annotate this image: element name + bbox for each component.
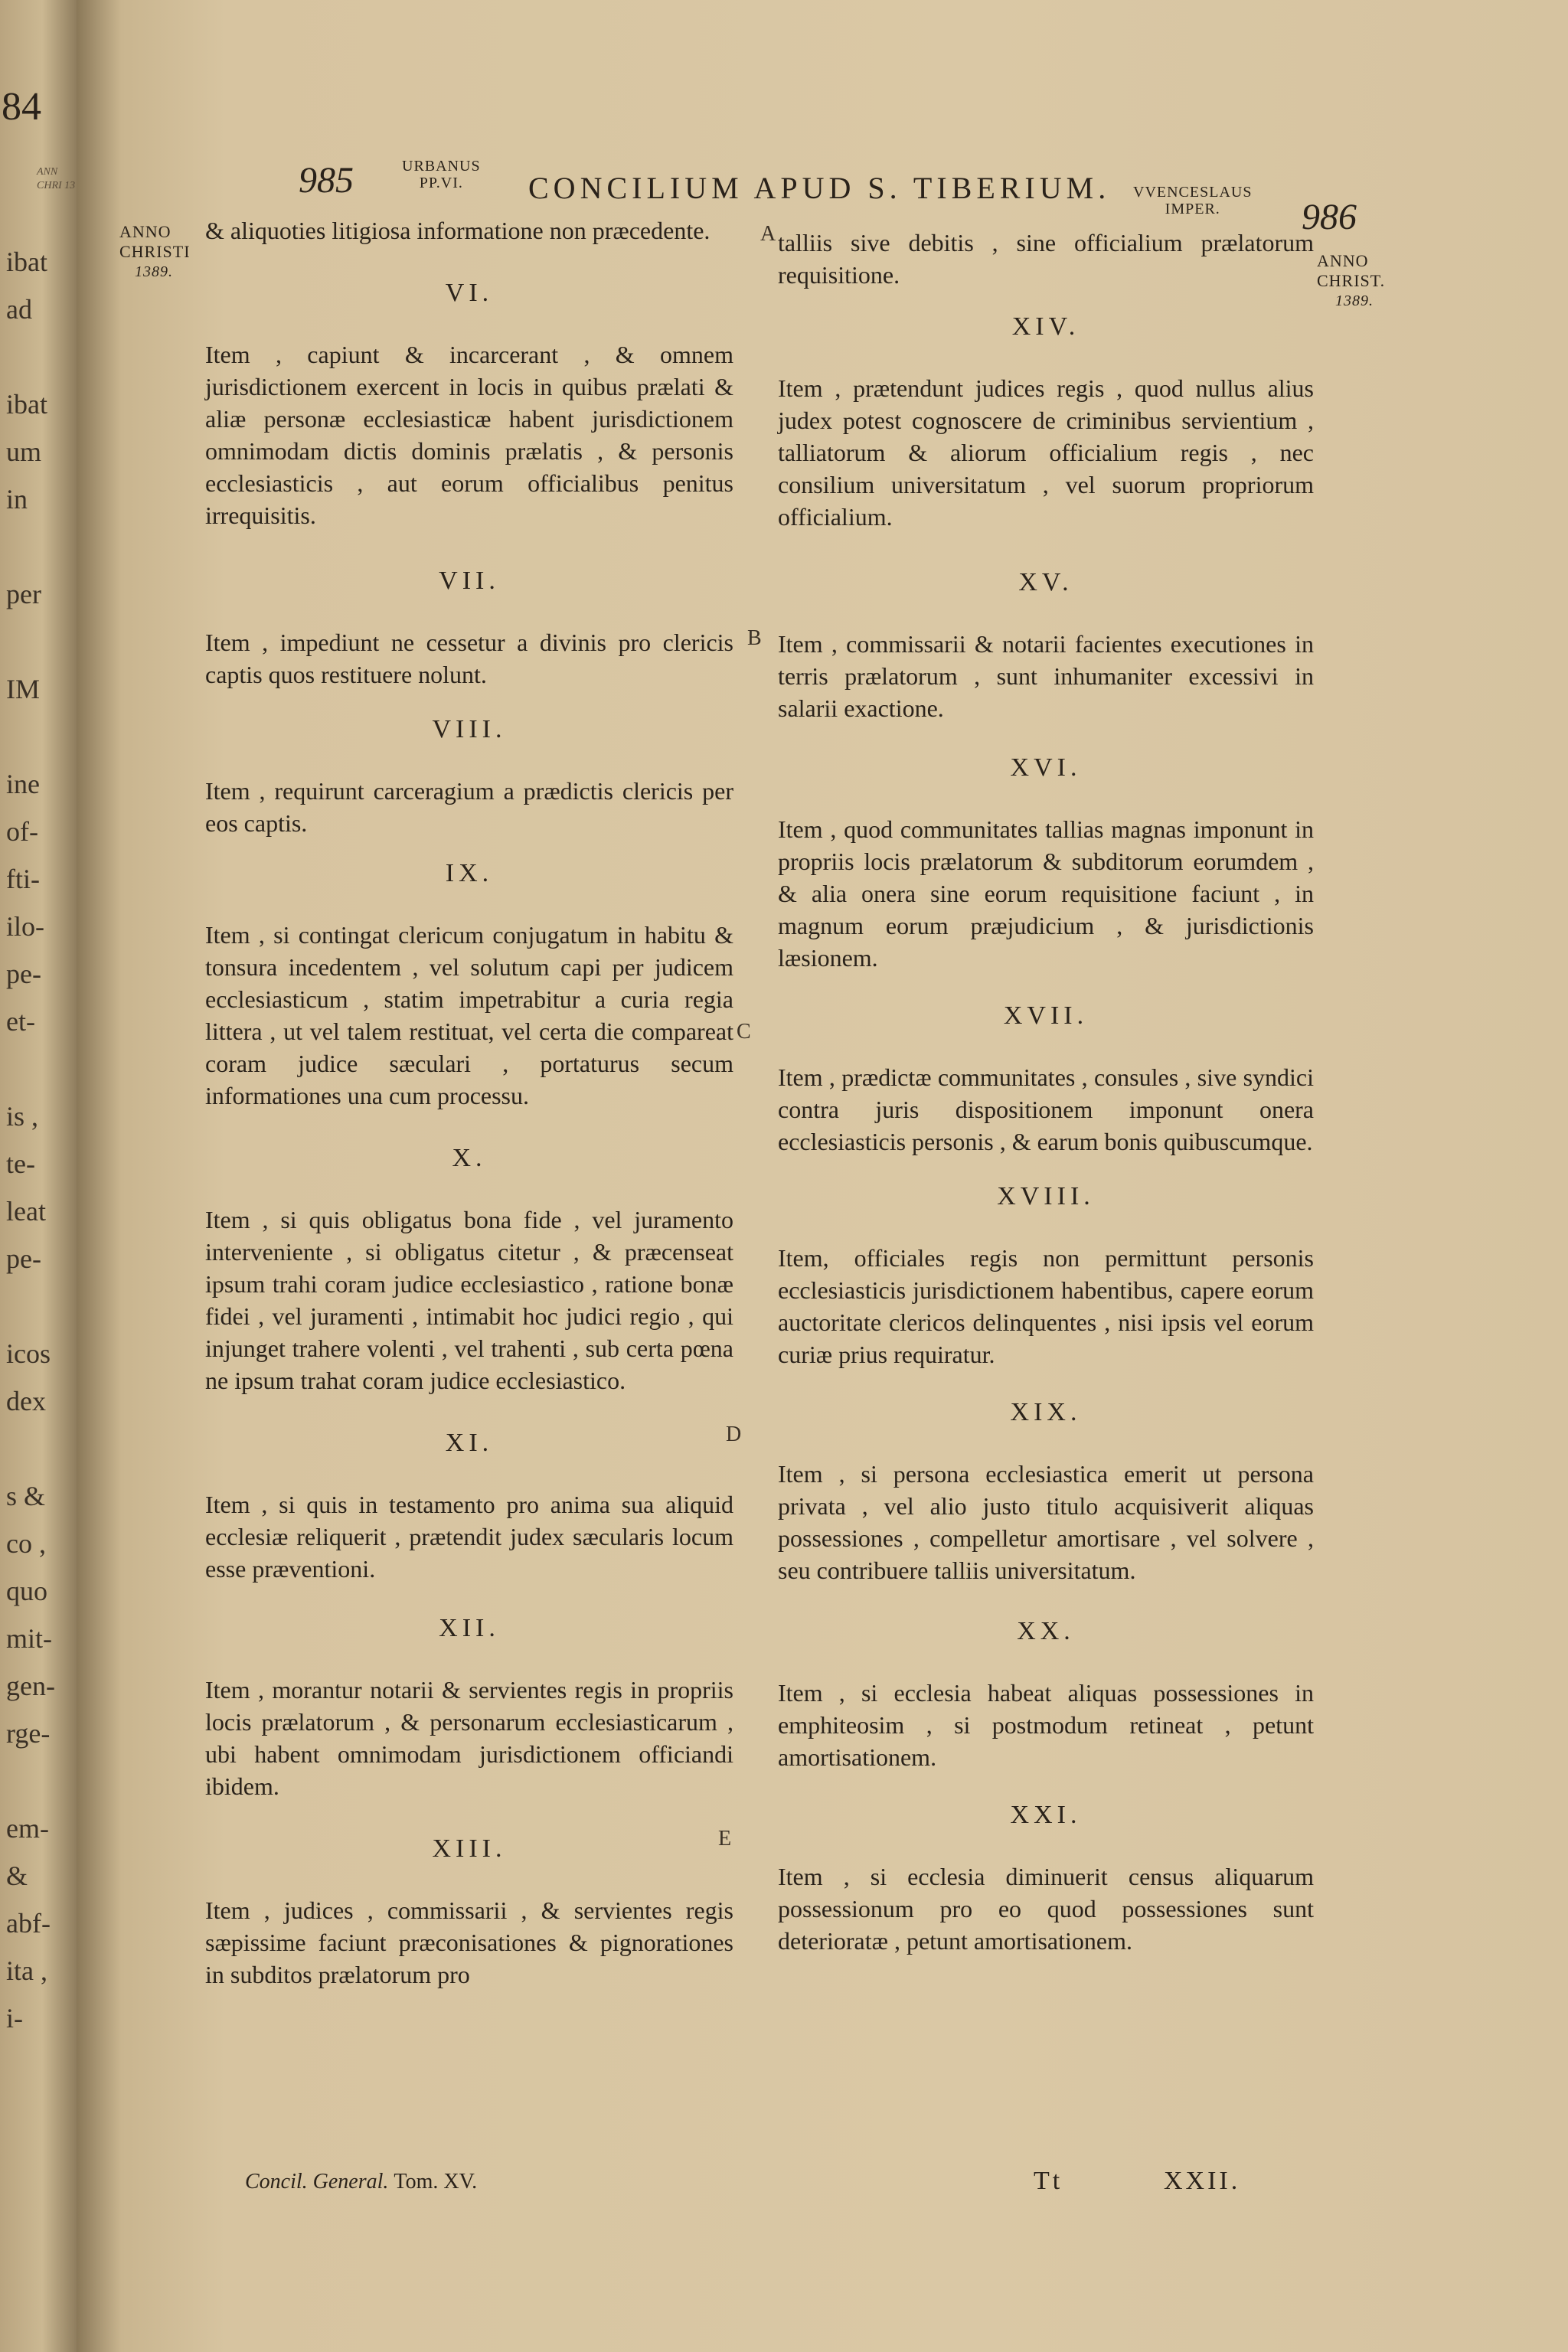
adjacent-page-gutter bbox=[0, 0, 77, 2352]
gutter-fragment: mit- bbox=[6, 1623, 52, 1654]
gutter-fragment: s & bbox=[6, 1481, 46, 1511]
emperor-header bbox=[1133, 184, 1252, 217]
gutter-fragment: leat bbox=[6, 1196, 46, 1227]
section-text: Item , prædictæ communitates , consules , sive syndici contra juris dispositionem imponunt onera ecclesiasticis personis , & earum bonis quibuscumque. bbox=[778, 1063, 1314, 1155]
emperor-title: IMPER. bbox=[1165, 201, 1220, 217]
section-text: Item , si ecclesia habeat aliquas possessiones in emphiteosim , si postmodum retineat , petunt amortisationem. bbox=[778, 1679, 1314, 1771]
gutter-fragment: ilo- bbox=[6, 911, 44, 942]
anno-label: ANNO bbox=[1317, 251, 1369, 270]
gutter-fragment: quo bbox=[6, 1576, 47, 1606]
gutter-fragment: co , bbox=[6, 1528, 46, 1559]
christi-label: CHRISTI bbox=[119, 242, 191, 261]
emperor-name: VVENCESLAUS bbox=[1133, 184, 1253, 201]
year-label: 1389. bbox=[1335, 292, 1374, 309]
section-text: Item , impediunt ne cessetur a divinis pro clericis captis quos restituere nolunt. bbox=[205, 629, 733, 688]
gutter-fragment: dex bbox=[6, 1386, 46, 1416]
gutter-fragment: et- bbox=[6, 1006, 35, 1037]
left-text-column bbox=[205, 214, 733, 2004]
section-text: Item , si ecclesia diminuerit census aliquarum possessionum pro eo quod possessiones sunt deterioratæ , petunt amortisationem. bbox=[778, 1863, 1314, 1955]
section-heading: XII. bbox=[439, 1614, 500, 1642]
section-heading: XIV. bbox=[1011, 312, 1080, 341]
left-page-number: 985 bbox=[299, 160, 354, 201]
signature-mark: Tt bbox=[1034, 2167, 1063, 2195]
section-heading: XVI. bbox=[1010, 753, 1082, 782]
section-marker-b: B bbox=[747, 626, 762, 650]
section-heading: VIII. bbox=[432, 715, 507, 743]
gutter-fragment: ibat bbox=[6, 247, 47, 277]
gutter-fragment: rge- bbox=[6, 1718, 51, 1749]
adjacent-page-number: 84 bbox=[2, 85, 41, 129]
gutter-fragment: ad bbox=[6, 294, 32, 325]
christi-label: CHRIST. bbox=[1317, 271, 1386, 290]
gutter-fragment: pe- bbox=[6, 959, 41, 989]
section-text: Item , quod communitates tallias magnas imponunt in propriis locis prælatorum & subditorum eorumdem , & alia onera sine eorum requisitione faciunt , in magnum eorum præjudicium , & jurisdictionis læsionem. bbox=[778, 815, 1314, 972]
margin-year-right bbox=[1317, 251, 1385, 311]
adjacent-margin-note: ANN CHRI 13 bbox=[37, 166, 76, 191]
gutter-fragment: of- bbox=[6, 816, 38, 847]
section-text: Item , capiunt & incarcerant , & omnem jurisdictionem exercent in locis in quibus prælati & aliæ personæ ecclesiasticæ habent jurisdictionem omnimodam dictis dominis prælatis , & personis ecclesiasticis , aut eorum officialibus penitus irrequisitis. bbox=[205, 341, 733, 529]
gutter-fragment: em- bbox=[6, 1813, 49, 1844]
gutter-fragment: icos bbox=[6, 1338, 51, 1369]
section-text: Item , judices , commissarii , & servientes regis sæpissime faciunt præconisationes & pignorationes in subditos prælatorum pro bbox=[205, 1896, 733, 1988]
section-text: Item , commissarii & notarii facientes executiones in terris prælatorum , sunt inhumaniter excessivi in salarii exactione. bbox=[778, 630, 1314, 722]
volume-tome: Tom. XV. bbox=[394, 2170, 478, 2194]
right-intro: talliis sive debitis , sine officialium prælatorum requisitione. bbox=[778, 229, 1314, 289]
section-text: Item , morantur notarii & servientes regis in propriis locis prælatorum , & personarum ecclesiasticarum , ubi habent omnimodam jurisdictionem officiandi ibidem. bbox=[205, 1676, 733, 1800]
pope-header bbox=[402, 158, 481, 191]
margin-year-left bbox=[119, 222, 191, 282]
section-marker-d: D bbox=[726, 1423, 742, 1446]
gutter-fragment: pe- bbox=[6, 1243, 41, 1274]
section-heading: IX. bbox=[445, 859, 494, 887]
section-text: Item , si contingat clericum conjugatum in habitu & tonsura incedentem , vel solutum capi per judicem ecclesiasticum , statim impetrabitur a curia regia littera , ut vel talem restituat, vel certa die compareat coram judice sæculari , portaturus secum informationes una cum processu. bbox=[205, 921, 733, 1109]
section-text: Item , requirunt carceragium a prædictis clericis per eos captis. bbox=[205, 777, 733, 837]
right-text-column bbox=[778, 227, 1314, 1971]
section-marker-e: E bbox=[718, 1827, 732, 1851]
gutter-fragment: IM bbox=[6, 674, 40, 704]
section-heading: XX. bbox=[1017, 1617, 1075, 1645]
anno-label: ANNO bbox=[119, 222, 172, 241]
gutter-fragment: is , bbox=[6, 1101, 39, 1132]
section-text: Item , prætendunt judices regis , quod nullus alius judex potest cognoscere de criminibus servientium , talliatorum & aliorum officialium regis , nec consilium universitatum , vel suorum propriorum officialium. bbox=[778, 374, 1314, 531]
pope-name: URBANUS bbox=[402, 158, 481, 175]
section-text: Item , si quis obligatus bona fide , vel juramento interveniente , si obligatus citetur , & præcenseat ipsum trahi coram judice ecclesiastico , ratione bonæ fidei , vel juramenti , intimabit hoc judici regio , qui injunget trahere volenti , vel trahenti , sub certa pœna ne ipsum trahat coram judice ecclesiastico. bbox=[205, 1206, 733, 1394]
section-heading: XVII. bbox=[1003, 1001, 1089, 1030]
section-heading: XXI. bbox=[1010, 1801, 1082, 1829]
gutter-fragment: te- bbox=[6, 1148, 35, 1179]
section-marker-c: C bbox=[737, 1020, 751, 1044]
year-label: 1389. bbox=[135, 263, 173, 280]
gutter-fragment: abf- bbox=[6, 1908, 51, 1939]
catchword: XXII. bbox=[1164, 2167, 1241, 2195]
section-text: Item, officiales regis non permittunt personis ecclesiasticis jurisdictionem habentibus, capere eorum auctoritate clericos delinquentes , nisi ipsis vel eorum curiæ prius requiratur. bbox=[778, 1244, 1314, 1368]
section-heading: XIX. bbox=[1010, 1398, 1082, 1426]
pope-title: PP.VI. bbox=[419, 175, 463, 191]
section-heading: X. bbox=[452, 1144, 487, 1172]
section-text: Item , si quis in testamento pro anima sua aliquid ecclesiæ reliquerit , prætendit judex sæcularis locum esse præventioni. bbox=[205, 1491, 733, 1583]
gutter-fragment: gen- bbox=[6, 1671, 55, 1701]
gutter-fragment: per bbox=[6, 579, 41, 609]
gutter-fragment: ita , bbox=[6, 1955, 47, 1986]
section-heading: VI. bbox=[445, 279, 494, 307]
section-heading: VII. bbox=[439, 567, 500, 595]
gutter-fragment: in bbox=[6, 484, 28, 514]
section-heading: XI. bbox=[445, 1429, 494, 1457]
gutter-fragment: ine bbox=[6, 769, 40, 799]
section-marker-a: A bbox=[760, 222, 776, 246]
section-text: Item , si persona ecclesiastica emerit ut persona privata , vel alio justo titulo acquisiverit aliquas possessiones , compelletur amortisare , vel solvere , seu contribuere talliis universitatum. bbox=[778, 1460, 1314, 1584]
gutter-fragment: & bbox=[6, 1860, 28, 1891]
right-page-number: 986 bbox=[1302, 197, 1357, 237]
gutter-fragment: ibat bbox=[6, 389, 47, 420]
volume-title: Concil. General. bbox=[245, 2170, 389, 2194]
left-intro: & aliquoties litigiosa informatione non præcedente. bbox=[205, 217, 710, 244]
section-heading: XV. bbox=[1018, 568, 1073, 596]
section-heading: XVIII. bbox=[997, 1182, 1095, 1210]
gutter-fragment: fti- bbox=[6, 864, 40, 894]
running-title: CONCILIUM APUD S. TIBERIUM. bbox=[528, 171, 1111, 205]
gutter-fragment: i- bbox=[6, 2003, 23, 2034]
volume-reference bbox=[245, 2170, 477, 2194]
book-page bbox=[77, 0, 1568, 2352]
gutter-fragment: um bbox=[6, 436, 42, 467]
section-heading: XIII. bbox=[432, 1834, 507, 1863]
